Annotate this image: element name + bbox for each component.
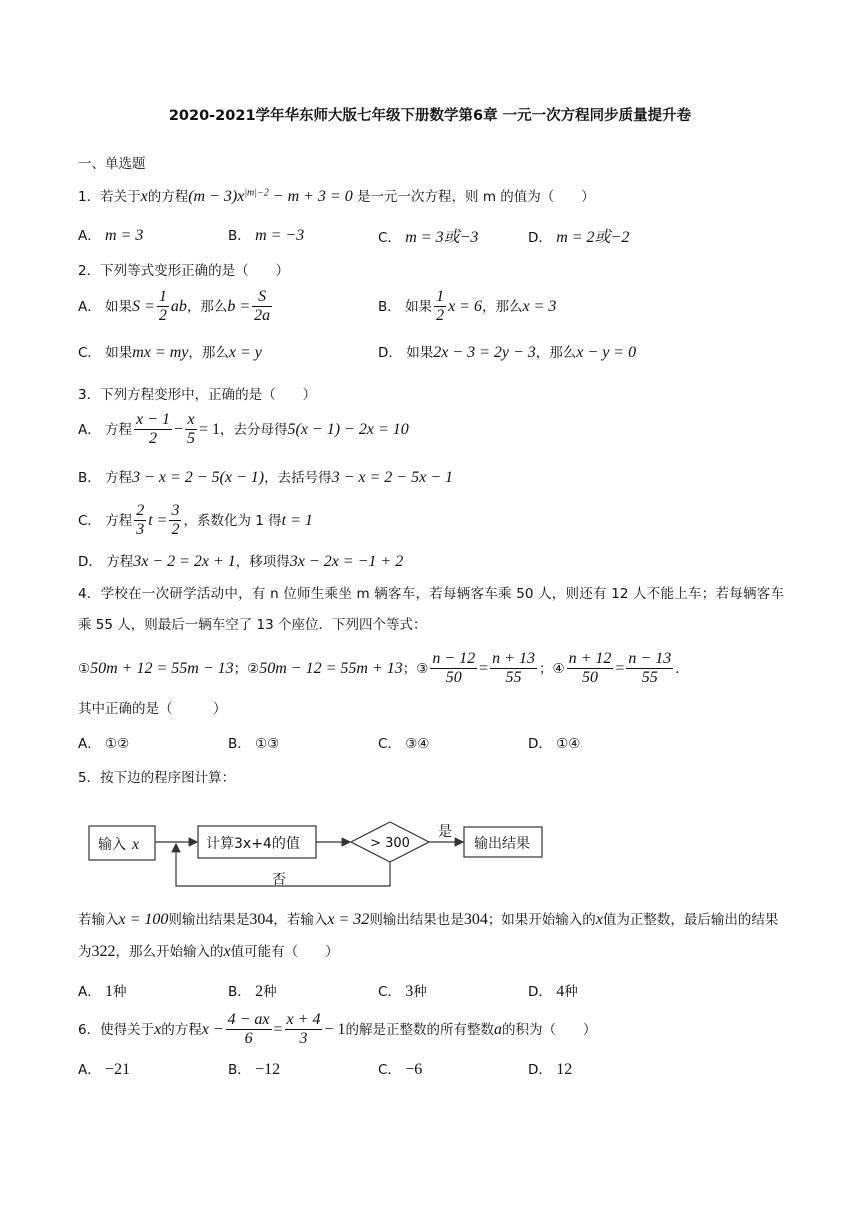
flow-input-label: 输入 — [98, 837, 126, 853]
question-2-option-d[interactable]: D． 如果2x − 3 = 2y − 3，那么x − y = 0 — [378, 344, 637, 361]
question-2-option-a[interactable]: A． 如果S = $\frac{1}{2}$ ab，那么b = $\frac{S}{2a}$ — [78, 288, 271, 325]
question-number: 2． — [78, 263, 101, 279]
question-4-option-a[interactable]: A． ①② — [78, 736, 130, 752]
question-4-prompt: 其中正确的是（ ） — [78, 701, 227, 717]
question-4-option-c[interactable]: C． ③④ — [378, 736, 430, 752]
question-6-option-d[interactable]: D． 12 — [528, 1061, 573, 1078]
question-3-option-b[interactable]: B． 方程3 − x = 2 − 5(x − 1)，去括号得3 − x = 2 − 5x − 1 — [78, 469, 453, 486]
question-1-option-c[interactable]: C． m = 3或−3 — [378, 229, 479, 246]
flow-no-label: 否 — [272, 872, 286, 888]
question-number: 1． — [78, 189, 101, 205]
question-5-option-c[interactable]: C． 3种 — [378, 983, 427, 1000]
question-3-option-d[interactable]: D． 方程3x − 2 = 2x + 1，移项得3x − 2x = −1 + 2 — [78, 553, 404, 570]
question-5-stem: 5．按下边的程序图计算： — [78, 770, 236, 786]
question-4-option-d[interactable]: D． ①④ — [528, 736, 581, 752]
question-number: 5． — [78, 770, 101, 786]
question-3-option-a[interactable]: A． 方程 $\frac{x - 1}{2}$ − $\frac{x}{5}$ = 1，去分母得5(x − 1) − 2x = 10 — [78, 411, 409, 448]
question-3-option-c[interactable]: C． 方程 $\frac{2}{3}$ t = $\frac{3}{2}$ ，系数化为 1 得t = 1 — [78, 502, 313, 539]
question-2-option-b[interactable]: B． 如果 $\frac{1}{2}$ x = 6，那么x = 3 — [378, 288, 557, 325]
question-1-stem: 1．若关于x的方程$(m - 3)x^{|m|-2} - m + 3 = 0$ 是一元一次方程，则 m 的值为（ ） — [78, 187, 595, 205]
flow-input-var: x — [132, 836, 140, 853]
flow-condition-label: > 300 — [370, 836, 410, 851]
flow-yes-label: 是 — [438, 824, 452, 840]
question-number: 4． — [78, 586, 101, 602]
question-6-option-a[interactable]: A． −21 — [78, 1061, 131, 1078]
question-4-stem: 4．学校在一次研学活动中，有 n 位师生乘坐 m 辆客车，若每辆客车乘 50 人，则还有 12 人不能上车；若每辆客车乘 55 人，则最后一辆车空了 13 个座位．下列四个等式： — [78, 586, 784, 633]
section-heading: 一、单选题 — [78, 156, 146, 172]
question-number: 3． — [78, 387, 101, 403]
question-2-option-c[interactable]: C． 如果mx = my，那么x = y — [78, 344, 262, 361]
question-5-option-b[interactable]: B． 2种 — [228, 983, 277, 1000]
question-4-option-b[interactable]: B． ①③ — [228, 736, 280, 752]
question-5-option-a[interactable]: A． 1种 — [78, 983, 127, 1000]
question-1-option-d[interactable]: D． m = 2或−2 — [528, 229, 630, 246]
question-5-option-d[interactable]: D． 4种 — [528, 983, 578, 1000]
question-6-option-c[interactable]: C． −6 — [378, 1061, 423, 1078]
question-number: 6． — [78, 1021, 101, 1038]
document-title: 2020-2021学年华东师大版七年级下册数学第6章 一元一次方程同步质量提升卷 — [168, 108, 692, 124]
question-1-option-b[interactable]: B． m = −3 — [228, 227, 305, 244]
question-1-option-a[interactable]: A． m = 3 — [78, 227, 144, 244]
question-6-stem: 6．使得关于x的方程x − $\frac{4 - ax}{6}$ = $\frac{x + 4}{3}$ − 1的解是正整数的所有整数a的积为（ ） — [78, 1011, 597, 1048]
program-flowchart — [88, 818, 558, 892]
question-4-equations: ①50m + 12 = 55m − 13；②50m − 12 = 55m + 13；③ $\frac{n - 12}{50}$ = $\frac{n + 13}{55}$ ；④ $\frac{n + 12}{50}$ = $\frac{n - 13}{55}$ ． — [78, 650, 689, 687]
question-2-stem: 2．下列等式变形正确的是（ ） — [78, 263, 290, 279]
flow-compute-label: 计算3x+4的值 — [206, 836, 300, 852]
question-6-option-b[interactable]: B． −12 — [228, 1061, 281, 1078]
question-5-text: 若输入x = 100则输出结果是304，若输入x = 32则输出结果也是304；如果开始输入的x值为正整数，最后输出的结果为322，那么开始输入的x值可能有（ ） — [78, 911, 779, 960]
question-3-stem: 3．下列方程变形中，正确的是（ ） — [78, 387, 317, 403]
flow-output-label: 输出结果 — [474, 836, 530, 852]
